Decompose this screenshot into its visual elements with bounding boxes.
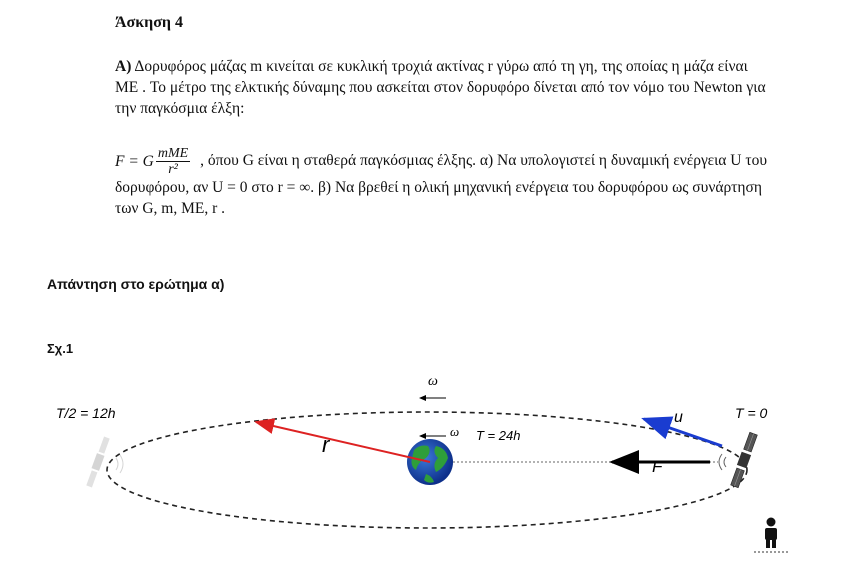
exercise-title: Άσκηση 4 bbox=[115, 14, 184, 31]
label-r: r bbox=[322, 432, 330, 457]
figure-label: Σχ.1 bbox=[47, 341, 74, 356]
person-icon bbox=[765, 518, 777, 549]
orbit-diagram bbox=[0, 360, 857, 576]
radius-vector bbox=[256, 422, 430, 462]
satellite-icon bbox=[85, 436, 110, 488]
part-label: Α) bbox=[115, 58, 132, 75]
formula-numerator: mME bbox=[157, 146, 189, 161]
label-t0: T = 0 bbox=[735, 405, 768, 421]
formula-lhs: F = G bbox=[115, 153, 154, 170]
exercise-paragraph-1 bbox=[115, 56, 770, 119]
formula-denominator: r² bbox=[168, 162, 178, 177]
problem-statement: Δορυφόρος μάζας m κινείται σε κυκλική τροχιά ακτίνας r γύρω από τη γη, της οποίας η μάζα είναι ME . Το μέτρο της ελκτικής δύναμης που ασκείται στον δορυφόρο δίνεται από τον νόμο του Newton για την παγκόσμια έλξη: bbox=[115, 58, 766, 117]
answer-heading: Απάντηση στο ερώτημα α) bbox=[47, 276, 225, 292]
formula-fraction bbox=[156, 146, 190, 177]
label-F: F bbox=[652, 457, 663, 476]
label-earth-period: T = 24h bbox=[476, 428, 521, 443]
label-u: u bbox=[674, 409, 683, 426]
label-omega-earth: ω bbox=[450, 424, 460, 439]
velocity-vector bbox=[644, 419, 722, 446]
signal-waves-icon bbox=[719, 454, 726, 470]
satellite-icon bbox=[730, 432, 759, 488]
signal-waves-icon bbox=[116, 455, 123, 473]
label-half-period: T/2 = 12h bbox=[56, 405, 116, 421]
problem-questions: , όπου G είναι η σταθερά παγκόσμιας έλξης. α) Να υπολογιστεί η δυναμική ενέργεια U του δορυφόρου, αν U = 0 στο r = ∞. β) Να βρεθεί η ολική μηχανική ενέργεια του δορυφόρου ως συνάρτηση των G, m, ME, r . bbox=[115, 152, 768, 217]
gravity-formula bbox=[115, 146, 190, 177]
label-omega-top: ω bbox=[428, 374, 438, 389]
exercise-paragraph-2 bbox=[115, 146, 770, 219]
